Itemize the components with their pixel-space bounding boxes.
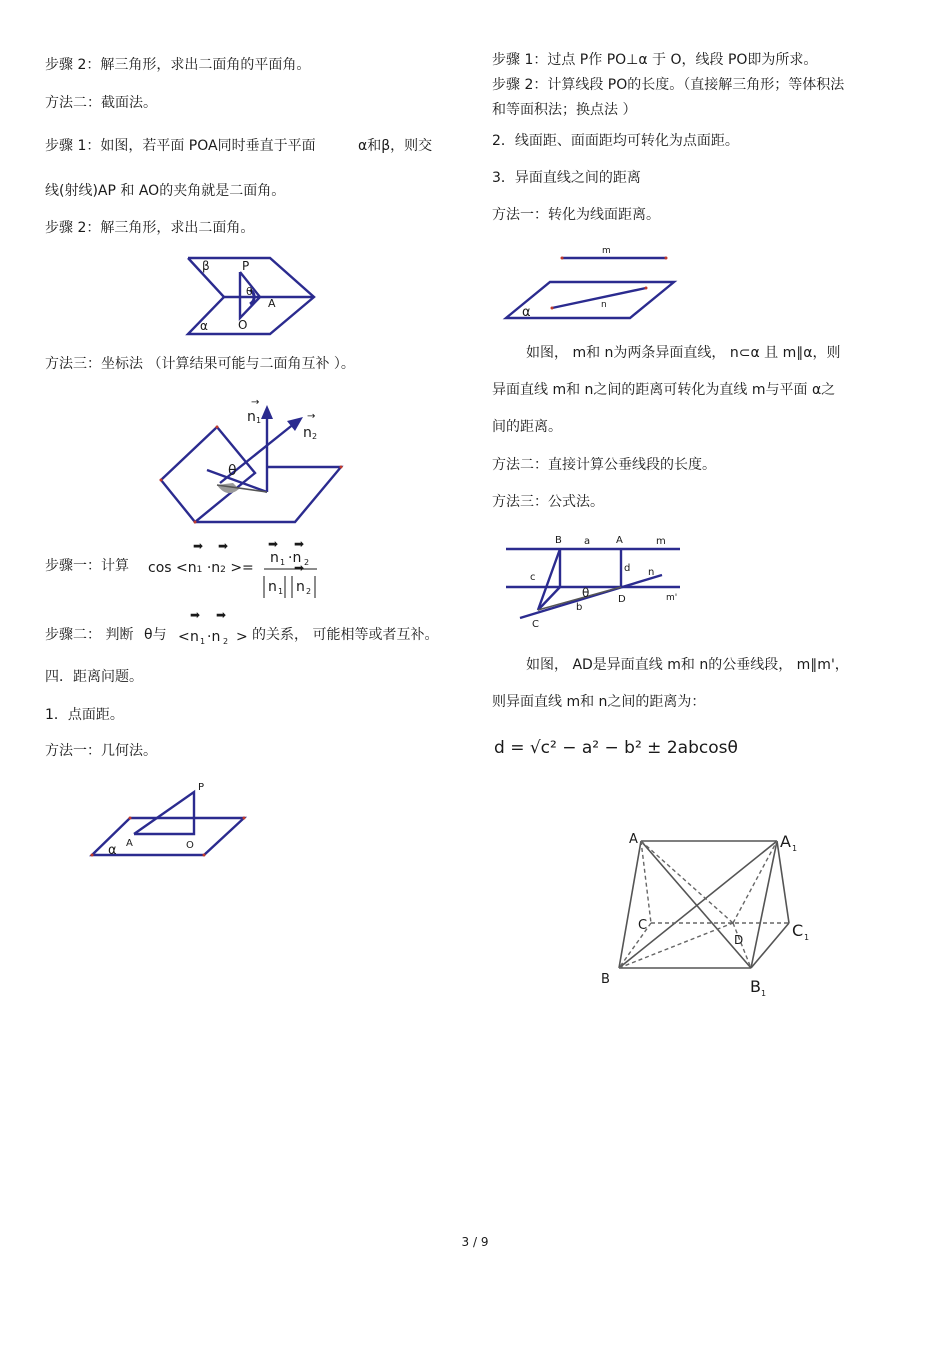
right-line-12: 如图， AD是异面直线 m和 n的公垂线段， m∥m'，: [526, 657, 849, 673]
vec-arrow-b: ➡: [218, 539, 229, 553]
fig2-n1-arrow: →: [251, 397, 260, 408]
fig2-n2-arrow: →: [307, 411, 316, 422]
fig6-A1: A: [780, 832, 791, 851]
formula-cos-word: cos: [148, 560, 172, 576]
frac-num-n1-sub: 1: [280, 558, 286, 567]
fig3-A: A: [126, 838, 133, 849]
fig2-n1-sub: 1: [256, 416, 262, 425]
left-line-3b: α和β，则交: [358, 138, 433, 154]
left-line-8b: θ与: [144, 627, 167, 643]
vec-arrow-f: ➡: [190, 608, 201, 622]
fig1-theta: θ: [246, 285, 253, 298]
left-line-8c: 的关系， 可能相等或者互补。: [252, 627, 439, 643]
formula-n1-sub: 1: [196, 565, 203, 575]
fig1-beta: β: [202, 259, 210, 273]
fig3-P: P: [198, 782, 205, 793]
formula-gt-eq: >=: [230, 560, 254, 576]
right-line-3: 和等面积法；换点法 ）: [492, 102, 637, 118]
frac-den-n1-sub: 1: [278, 587, 284, 596]
figure-skew-lines: [500, 530, 690, 635]
fig5-m: m: [656, 536, 666, 547]
fig1-P: P: [242, 259, 250, 273]
fig6-C: C: [638, 918, 648, 933]
left-line-6: 方法三：坐标法 （计算结果可能与二面角互补 ）。: [45, 356, 355, 372]
formula-n2-sub: 2: [220, 565, 226, 575]
fig5-A: A: [616, 535, 623, 546]
left-line-11: 方法一：几何法。: [45, 743, 157, 759]
fig5-mprime: m': [666, 593, 678, 603]
right-line-7: 如图， m和 n为两条异面直线， n⊂α 且 m∥α，则: [526, 345, 841, 361]
left-line-10: 1．点面距。: [45, 707, 124, 723]
vec-arrow-g: ➡: [216, 608, 227, 622]
fig6-B1: B: [750, 977, 761, 996]
right-line-9: 间的距离。: [492, 419, 562, 435]
fig3-O: O: [186, 840, 194, 851]
fig5-d: d: [624, 563, 631, 574]
figure-line-plane: [500, 240, 680, 325]
page-number: 3 / 9: [461, 1235, 489, 1249]
fig3-alpha: α: [108, 843, 117, 858]
right-line-1: 步骤 1：过点 P作 PO⊥α 于 O，线段 PO即为所求。: [492, 52, 818, 68]
fig6-B: B: [601, 972, 610, 987]
fig5-c: c: [530, 572, 536, 583]
left-line-9: 四．距离问题。: [45, 669, 143, 685]
fig5-a: a: [584, 536, 591, 547]
fig5-D: D: [618, 594, 626, 605]
angle-n2-sub: 2: [223, 637, 229, 646]
fig6-C1: C: [792, 921, 804, 940]
frac-den-n2-sub: 2: [306, 587, 312, 596]
fig5-theta: θ: [582, 586, 590, 600]
fig4-alpha: α: [522, 305, 531, 320]
formula-fraction: [187, 537, 320, 602]
right-line-2: 步骤 2：计算线段 PO的长度。（直接解三角形；等体积法: [492, 77, 845, 93]
fig5-C: C: [532, 619, 539, 630]
right-line-10: 方法二：直接计算公垂线段的长度。: [492, 457, 716, 473]
left-line-2: 方法二：截面法。: [45, 95, 157, 111]
formula-angle-vectors: [176, 605, 251, 647]
fig2-n1: n: [247, 409, 256, 425]
right-line-4: 2．线面距、面面距均可转化为点面距。: [492, 133, 739, 149]
fig1-A: A: [268, 297, 276, 310]
formula-n1: n: [187, 560, 197, 576]
vec-arrow-e: ➡: [294, 561, 305, 575]
left-line-7: 步骤一：计算: [45, 558, 129, 574]
vec-arrow-d: ➡: [294, 537, 305, 551]
fig6-D: D: [734, 933, 744, 947]
figure-point-plane: [88, 780, 248, 860]
frac-den-n2: n: [296, 579, 305, 595]
angle-gt: >: [236, 629, 248, 645]
frac-den-n1: n: [268, 579, 277, 595]
formula-n2: n: [211, 560, 221, 576]
fig5-b: b: [576, 602, 583, 613]
fig6-A: A: [629, 832, 638, 847]
fig6-C1-sub: 1: [804, 933, 810, 942]
fig2-n2-sub: 2: [312, 432, 318, 441]
right-line-8: 异面直线 m和 n之间的距离可转化为直线 m与平面 α之: [492, 382, 836, 398]
frac-num-n2: ·n: [288, 550, 302, 566]
right-line-5: 3．异面直线之间的距离: [492, 170, 641, 186]
left-line-1: 步骤 2：解三角形，求出二面角的平面角。: [45, 57, 311, 73]
left-line-3a: 步骤 1：如图，若平面 POA同时垂直于平面: [45, 138, 316, 154]
right-line-11: 方法三：公式法。: [492, 494, 604, 510]
vec-arrow-a: ➡: [193, 539, 204, 553]
angle-n1: n: [190, 629, 199, 645]
frac-num-n1: n: [270, 550, 279, 566]
angle-n1-sub: 1: [200, 637, 206, 646]
fig4-n: n: [601, 300, 607, 310]
fig4-m: m: [602, 246, 611, 256]
angle-n2: ·n: [207, 629, 221, 645]
right-line-13: 则异面直线 m和 n之间的距离为：: [492, 694, 706, 710]
frac-num-n2-sub: 2: [304, 558, 310, 567]
vec-arrow-c: ➡: [268, 537, 279, 551]
formula-lt: <: [176, 560, 188, 576]
left-line-8a: 步骤二： 判断: [45, 627, 134, 643]
fig5-n: n: [648, 567, 655, 578]
fig2-theta: θ: [228, 463, 237, 479]
figure-prism: [595, 825, 820, 1000]
fig2-n2: n: [303, 425, 312, 441]
fig1-alpha: α: [200, 319, 208, 333]
left-line-5: 步骤 2：解三角形，求出二面角。: [45, 220, 255, 236]
figure-dihedral-section: [180, 252, 320, 342]
angle-lt: <: [178, 629, 190, 645]
formula-distance: d = √c² − a² − b² ± 2abcosθ: [494, 738, 738, 758]
fig1-O: O: [238, 318, 248, 332]
right-line-6: 方法一：转化为线面距离。: [492, 207, 660, 223]
figure-normal-vectors: [155, 395, 350, 530]
fig6-B1-sub: 1: [761, 989, 767, 998]
fig6-A1-sub: 1: [792, 844, 798, 853]
fig5-B: B: [555, 535, 562, 546]
left-line-4: 线(射线)AP 和 AO的夹角就是二面角。: [45, 183, 286, 199]
formula-dot: ·: [206, 560, 212, 576]
